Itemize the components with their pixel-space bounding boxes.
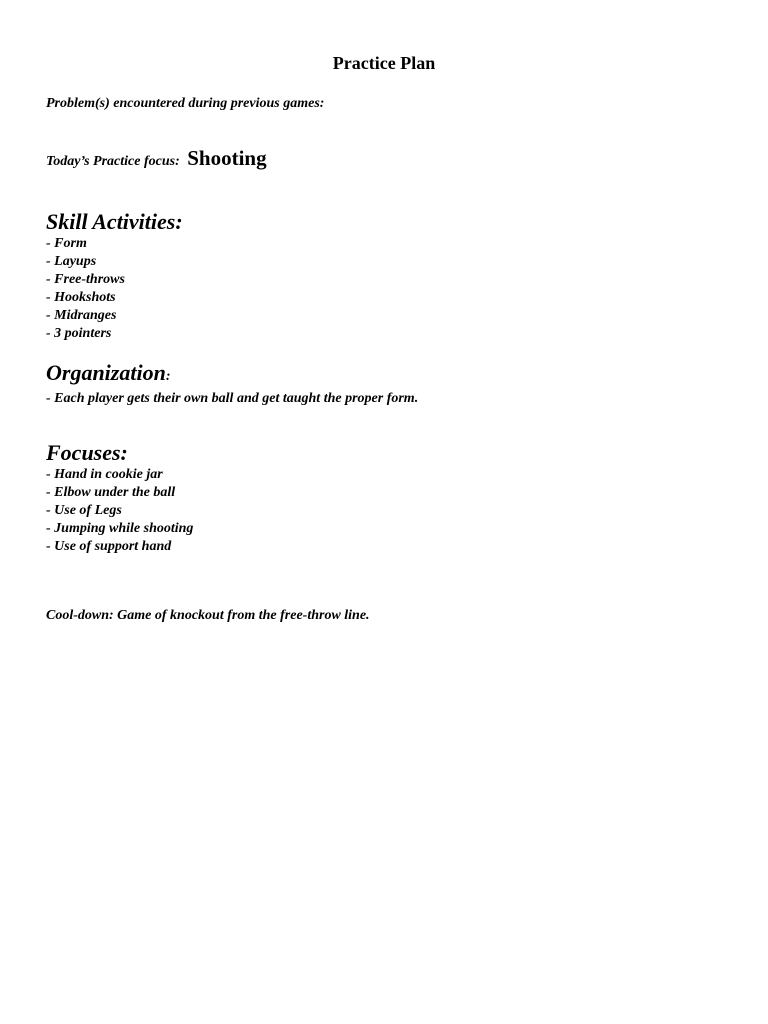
practice-focus-label: Today’s Practice focus: (46, 154, 180, 169)
page-title: Practice Plan (332, 53, 436, 73)
organization-text: - Each player gets their own ball and get taught the proper form. (46, 391, 419, 406)
list-item: - Hookshots (46, 290, 116, 305)
focuses-section (46, 440, 193, 556)
skill-activities-heading: Skill Activities: (46, 209, 183, 234)
list-item: - Form (46, 236, 87, 251)
skill-activities-section (46, 209, 183, 343)
organization-heading-text: Organization (46, 360, 166, 385)
practice-focus-line (46, 146, 267, 171)
list-item: - 3 pointers (46, 326, 112, 341)
focuses-list (46, 466, 193, 556)
list-item: - Use of support hand (46, 539, 172, 554)
list-item: - Midranges (46, 308, 117, 323)
practice-focus-value: Shooting (187, 146, 267, 170)
list-item: - Free-throws (46, 272, 125, 287)
list-item: - Hand in cookie jar (46, 467, 163, 482)
problems-label: Problem(s) encountered during previous games: (46, 96, 325, 111)
list-item: - Jumping while shooting (46, 521, 194, 536)
cooldown-text: Cool-down: Game of knockout from the free-throw line. (46, 608, 370, 623)
organization-section (46, 360, 418, 408)
focuses-heading: Focuses: (46, 440, 128, 465)
organization-heading (46, 360, 418, 390)
list-item: - Layups (46, 254, 97, 269)
organization-heading-colon: : (165, 369, 171, 384)
list-item: - Elbow under the ball (46, 485, 176, 500)
skill-activities-list (46, 235, 183, 343)
list-item: - Use of Legs (46, 503, 122, 518)
